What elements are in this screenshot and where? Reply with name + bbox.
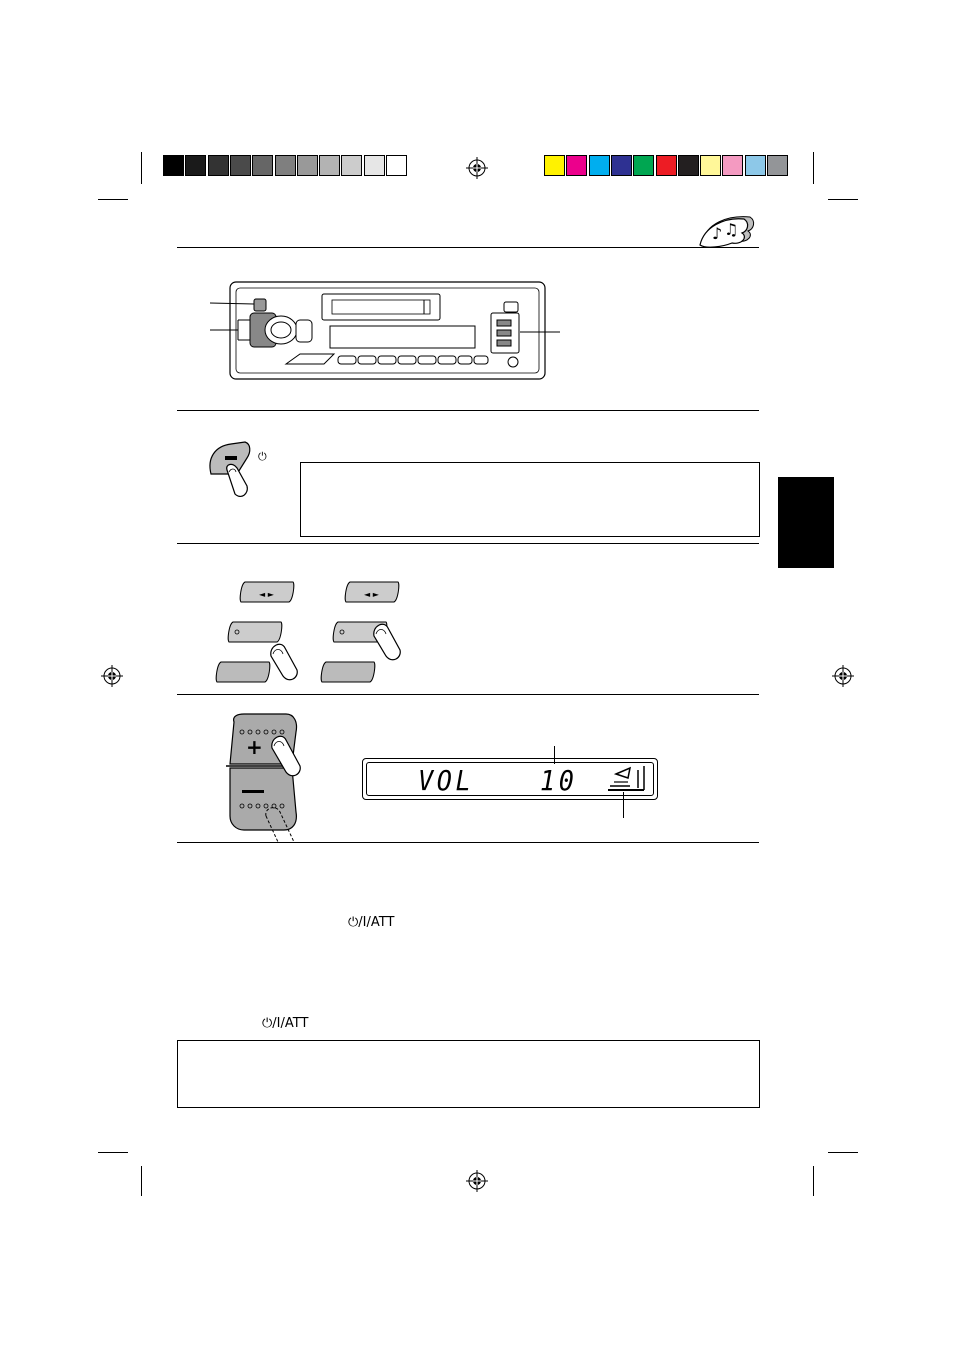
registration-target-right xyxy=(832,665,854,687)
att-button-label-2: ⏻/Ι/ATT xyxy=(262,1016,309,1031)
color-swatch xyxy=(611,155,632,176)
crop-mark-bottom-right-h xyxy=(828,1152,858,1153)
gray-swatch xyxy=(297,155,318,176)
color-swatch xyxy=(633,155,654,176)
car-stereo-front-panel xyxy=(200,280,550,382)
section-divider-3 xyxy=(177,543,759,544)
crop-mark-bottom-right-v xyxy=(813,1166,814,1196)
language-side-tab xyxy=(778,477,834,568)
svg-text:+: + xyxy=(246,735,263,759)
color-swatch xyxy=(745,155,766,176)
crop-mark-bottom-left-v xyxy=(141,1166,142,1196)
section-divider-2 xyxy=(177,410,759,411)
registration-target-top xyxy=(466,157,488,179)
color-swatch xyxy=(767,155,788,176)
power-button-press-illustration xyxy=(205,438,265,500)
note-box-bottom xyxy=(177,1040,760,1108)
color-swatch xyxy=(566,155,587,176)
section-divider-1 xyxy=(177,247,759,248)
gray-swatch xyxy=(185,155,206,176)
lcd-bar-leader-line xyxy=(623,792,624,818)
lcd-volume-bar-icon xyxy=(604,764,650,794)
crop-mark-top-right-v xyxy=(813,152,814,184)
gray-swatch xyxy=(364,155,385,176)
svg-text:♫: ♫ xyxy=(724,220,739,239)
lcd-vol-level: 10 xyxy=(540,764,578,797)
color-swatch xyxy=(656,155,677,176)
gray-swatch xyxy=(163,155,184,176)
color-swatch xyxy=(722,155,743,176)
svg-text:◄ ►: ◄ ► xyxy=(259,590,274,599)
att-button-label-1: ⏻/Ι/ATT xyxy=(348,915,395,930)
crop-mark-top-left-v xyxy=(141,152,142,184)
crop-mark-top-right-h xyxy=(828,199,858,200)
gray-swatch xyxy=(208,155,229,176)
volume-rocker-illustration xyxy=(222,712,312,844)
note-box-step-1 xyxy=(300,462,760,537)
mode-buttons-illustration-2 xyxy=(318,576,410,688)
color-swatch xyxy=(544,155,565,176)
svg-text:♪: ♪ xyxy=(712,224,723,243)
registration-target-left xyxy=(101,665,123,687)
gray-swatch xyxy=(230,155,251,176)
gray-swatch xyxy=(252,155,273,176)
section-divider-4 xyxy=(177,694,759,695)
crop-mark-top-left-h xyxy=(98,199,128,200)
color-swatch xyxy=(678,155,699,176)
gray-swatch xyxy=(386,155,407,176)
svg-text:◄ ►: ◄ ► xyxy=(364,590,379,599)
power-symbol-icon: ⏻ xyxy=(258,450,267,463)
registration-target-bottom xyxy=(466,1170,488,1192)
lcd-vol-text: VOL xyxy=(418,764,475,797)
color-swatch xyxy=(700,155,721,176)
color-swatch xyxy=(589,155,610,176)
lcd-level-leader-line xyxy=(554,746,555,764)
mode-buttons-illustration-1 xyxy=(213,576,305,688)
crop-mark-bottom-left-h xyxy=(98,1152,128,1153)
gray-swatch xyxy=(275,155,296,176)
gray-swatch xyxy=(319,155,340,176)
music-notes-icon xyxy=(698,213,758,247)
gray-swatch xyxy=(341,155,362,176)
